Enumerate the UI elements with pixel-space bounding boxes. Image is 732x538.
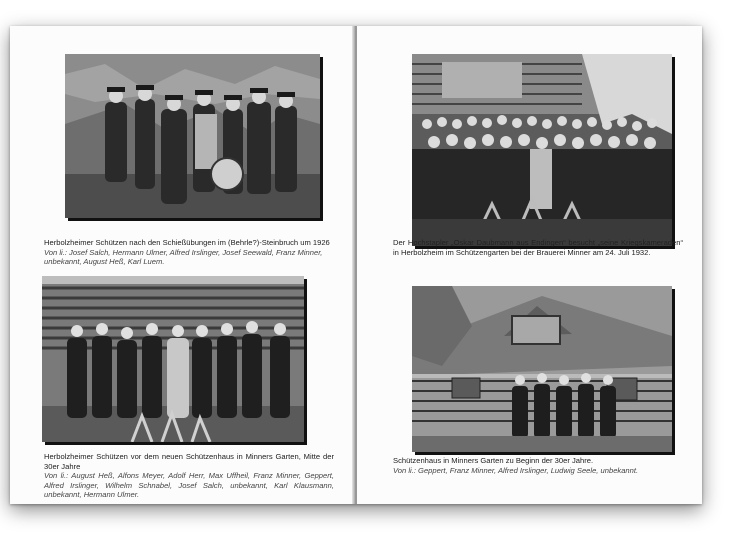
caption-names: Von li.: Josef Salch, Hermann Ulmer, Alfred Irslinger, Josef Seewald, Franz Minner, unbekannt, August Heß, Karl Luem. bbox=[44, 247, 323, 267]
caption-title: Herbolzheimer Schützen nach den Schießübungen im (Behrle?)-Steinbruch um 1926 bbox=[44, 238, 330, 247]
caption-names: Von li.: August Heß, Alfons Meyer, Adolf Herr, Max Uffheil, Franz Minner, Geppert, Alfred Irslinger, Wilhelm Schnabel, Josef Salch, unbekannt, Karl Klausmann, unbekannt, Hermann Ulmer. bbox=[44, 471, 334, 500]
caption-photo-4 bbox=[393, 456, 683, 475]
photo-shooting-house-group bbox=[42, 276, 304, 442]
caption-photo-1 bbox=[44, 238, 334, 267]
caption-photo-3 bbox=[393, 238, 683, 257]
caption-title: Schützenhaus in Minners Garten zu Beginn der 30er Jahre. bbox=[393, 456, 594, 465]
caption-photo-2 bbox=[44, 452, 334, 500]
caption-title: Herbolzheimer Schützen vor dem neuen Schützenhaus in Minners Garten, Mitte der 30er Jahre bbox=[44, 452, 334, 471]
open-book bbox=[10, 26, 702, 504]
photo-daubmann-visit bbox=[412, 54, 672, 246]
photo-quarry-group bbox=[65, 54, 320, 218]
caption-names: Von li.: Geppert, Franz Minner, Alfred Irslinger, Ludwig Seele, unbekannt. bbox=[393, 465, 639, 475]
right-page bbox=[357, 26, 702, 504]
photo-schuetzenhaus bbox=[412, 286, 672, 452]
caption-title: Der Hochstapler „Oskar Daubmann aus Endingen“ besucht „seine Kriegskameraden“ in Herbolzheim im Schützengarten bei der Brauerei Minner am 24. Juli 1932. bbox=[393, 238, 683, 257]
left-page bbox=[10, 26, 355, 504]
